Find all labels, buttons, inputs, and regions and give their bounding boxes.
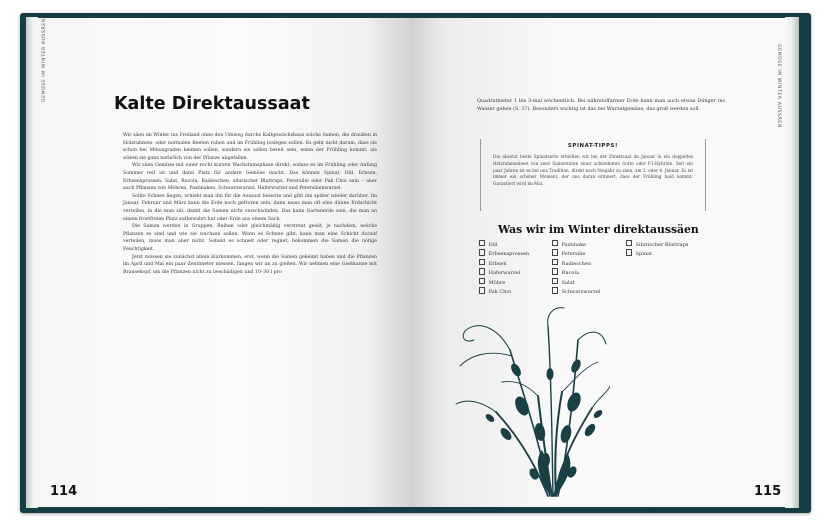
list-item <box>552 249 600 258</box>
plant-name: Rucola <box>561 270 579 277</box>
tips-title: SPINAT-TIPPS! <box>567 143 619 149</box>
checkbox-icon <box>479 287 485 293</box>
plant-name: Erbsensprossen <box>488 251 530 258</box>
list-item <box>479 287 529 296</box>
list-item <box>479 249 529 258</box>
paragraph: Die Samen werden in Gruppen, Reihen oder gleichmäßig verstreut gesät, je nachdem, welche Pflanzen es sind und wie sie wachsen sollen. Wenn es Schnee gibt, kann man eine Schicht darauf verteilen, muss man aber nicht. Sobald es schneit oder regnet, bekommen die Samen die nötige Feuchtigkeit. <box>123 224 377 252</box>
plant-list-column-2 <box>552 240 600 297</box>
list-title: Was wir im Winter direktaussäen <box>498 223 699 236</box>
running-head-left: GEMÜSE IM WINTER AUSSÄEN <box>42 18 47 102</box>
checkbox-icon <box>552 249 558 255</box>
checkbox-icon <box>479 259 485 265</box>
body-text <box>123 132 377 276</box>
checkbox-icon <box>552 278 558 284</box>
paragraph: Wir säen im Winter ins Freiland ohne den Umweg durchs Kaltgewächshaus solche Samen, die draußen in Holzrahmen- oder normalen Beeten ruhen und im Frühling loslegen sollen. Es geht nicht darum, dass sie schon bei Minusgraden keimen sollen, sondern sie sollen bereit sein, wenn der Frühling kommt, als wären sie ganz natürlich von der Pflanze abgefallen. <box>123 133 377 161</box>
list-item <box>479 259 529 268</box>
list-item <box>626 249 688 258</box>
plant-name: Sibirischer Blattraps <box>635 241 689 248</box>
list-item <box>552 259 600 268</box>
checkbox-icon <box>552 240 558 246</box>
list-item <box>479 268 529 277</box>
checkbox-icon <box>626 249 632 255</box>
running-head-right: GEMÜSE IM WINTER AUSSÄEN <box>776 44 781 128</box>
plant-name: Pastinake <box>561 241 587 248</box>
plant-name: Radieschen <box>561 260 591 267</box>
tips-text: Die absolut beste Spinatsorte erhielten wir bei der Direktsaat im Januar in ein doppeltes Holzrahmenbeet von zwei Samentüten einer achtzehnten Sorte oder F1-Hybride. Seit ein paar Jahren ist es bei uns Tradition, direkt nach Neujahr zu säen, am 2. oder 4. Januar. Es ist immer ein schöner Moment, der uns daran erinnert, dass der Frühling bald kommt. Garantiert wird im Mai. <box>493 154 693 187</box>
tips-box <box>480 139 706 211</box>
list-item <box>479 240 529 249</box>
page-number-right: 115 <box>754 484 782 499</box>
plant-list-column-1 <box>479 240 529 297</box>
paragraph: Jetzt müssen sie zunächst allein klarkommen, erst, wenn die Samen gekeimt haben und die Pflanzen im April und Mai ein paar Zentimeter messen, fangen wir an zu gießen. Wir nehmen eine Gießkanne mit Brausekopf, um die Pflanzen nicht zu beschädigen und 10–30 l pro <box>123 254 377 275</box>
list-item <box>552 278 600 287</box>
plant-name: Spinat <box>635 251 653 258</box>
checkbox-icon <box>479 268 485 274</box>
list-item <box>552 240 600 249</box>
list-item <box>626 240 688 249</box>
plant-list-column-3 <box>626 240 688 259</box>
plant-name: Petersilie <box>561 251 586 258</box>
continued-paragraph: Quadratmeter 1 bis 3-mal wöchentlich. Bei nährstoffarmer Erde kann man auch etwas Dünger ins Wasser geben (S. 37). Besonders wichtig ist das bei Wurzelgemüse, das groß werden soll. <box>477 98 725 112</box>
paragraph: Sollte Schnee liegen, schiebt man ihn für die Aussaat beiseite und gibt ihn später wieder darüber. Im Januar, Februar und März kann die Erde noch gefroren sein, dann muss man oft eine dünne Erdschicht verteilen, in die man sät, damit die Samen nicht verschwinden. Das kann Gartenerde sein, die man an einem frostfreien Platz aufbewahrt hat oder Erde aus einem Sack. <box>123 193 377 222</box>
plant-name: Haferwurzel <box>488 270 521 277</box>
checkbox-icon <box>626 240 632 246</box>
checkbox-icon <box>552 259 558 265</box>
checkbox-icon <box>552 287 558 293</box>
checkbox-icon <box>479 249 485 255</box>
plant-name: Salat <box>561 279 575 286</box>
checkbox-icon <box>552 268 558 274</box>
checkbox-icon <box>479 278 485 284</box>
left-page <box>34 18 410 507</box>
paragraph: Wir säen Gemüse mit einer recht kurzen Wachstumsphase direkt, sodass es im Frühling oder Anfang Sommer reif ist und dann Platz für andere Gemüse macht. Das können Spinat, Dill, Erbsen, Erbsensprossen, Salat, Rucola, Radieschen, sibirischer Blattraps, Petersilie oder Pak Choi sein – aber auch Pflanzen wie Möhren, Pastinaken, Schwarzwurzel, Haferwurzel und Petersilienwurzel. <box>123 163 377 192</box>
list-item <box>479 278 529 287</box>
plant-illustration-icon <box>450 300 610 500</box>
page-title: Kalte Direktaussaat <box>114 94 310 114</box>
checkbox-icon <box>479 240 485 246</box>
plant-name: Erbsen <box>488 260 507 267</box>
plant-name: Pak Choi <box>488 289 511 296</box>
list-item <box>552 287 600 296</box>
list-item <box>552 268 600 277</box>
right-page <box>410 18 788 507</box>
plant-name: Möhre <box>488 279 506 286</box>
plant-name: Schwarzwurzel <box>561 289 601 296</box>
page-number-left: 114 <box>50 484 78 499</box>
plant-name: Dill <box>488 241 498 248</box>
